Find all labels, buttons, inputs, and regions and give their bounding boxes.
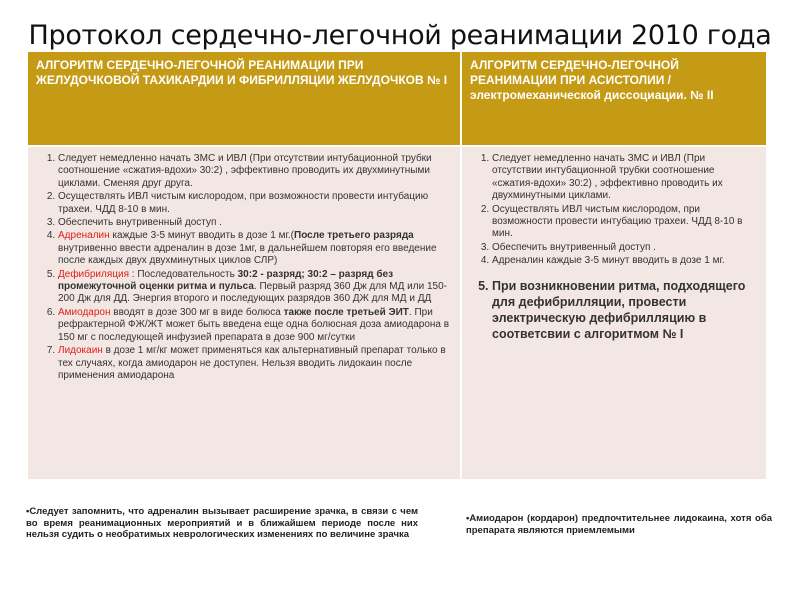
list-item: 3. Обеспечить внутривенный доступ . [492,242,758,254]
list-item: 1. Следует немедленно начать ЗМС и ИВЛ (При отсутствии интубационной трубки соотношение «сжатия-вдохи» 30:2) , эффективно проводить их двухминутными циклами. [492,153,758,203]
list-item: 1. Следует немедленно начать ЗМС и ИВЛ (При отсутствии интубационной трубки соотношение «сжатия-вдохи» 30:2) , эффективно проводить их двухминутными циклами. Сменяя друг друга. [58,153,454,190]
list-item: 6. Амиодарон вводят в дозе 300 мг в виде болюса также после третьей ЭИТ. При рефрактерной ФЖ/ЖТ может быть введена еще одна болюсная доза амиодарона в 150 мг с последующей инфузией препарата в дозе 900 мг/сутки [58,307,454,344]
algorithm-2-header: АЛГОРИТМ СЕРДЕЧНО-ЛЕГОЧНОЙ РЕАНИМАЦИИ ПРИ АСИСТОЛИИ /электромеханической диссоциации. № II [462,52,766,145]
list-item: 3. Обеспечить внутривенный доступ . [58,217,454,229]
footnote-amiodarone: •Амиодарон (кордарон) предпочтительнее лидокаина, хотя оба препарата являются приемлемыми [466,513,772,536]
protocol-table [28,52,766,479]
list-item: 7. Лидокаин в дозе 1 мг/кг может применяться как альтернативный препарат только в тех случаях, когда амиодарон не доступен. Нельзя вводить лидокаин после применения амиодарона [58,345,454,382]
list-item: 2. Осуществлять ИВЛ чистым кислородом, при возможности провести интубацию трахеи. ЧДД 8-10 в мин. [492,204,758,241]
list-item: 5. При возникновении ритма, подходящего для дефибрилляции, провести электрическую дефибрилляцию в соответсвии с алгоритмом № I [492,278,758,342]
drug-name-lidocaine: Лидокаин [58,345,103,357]
drug-name-adrenaline: Адреналин [58,230,110,242]
algorithm-1-steps [28,147,460,479]
algorithm-1-header: АЛГОРИТМ СЕРДЕЧНО-ЛЕГОЧНОЙ РЕАНИМАЦИИ ПРИ ЖЕЛУДОЧКОВОЙ ТАХИКАРДИИ И ФИБРИЛЛЯЦИИ ЖЕЛУДОЧКОВ № I [28,52,460,145]
list-item: 2. Осуществлять ИВЛ чистым кислородом, при возможности провести интубацию трахеи. ЧДД 8-10 в мин. [58,191,454,216]
drug-name-amiodarone: Амиодарон [58,306,111,318]
list-item: 4. Адреналин каждые 3-5 минут вводить в дозе 1 мг. [492,255,758,267]
procedure-name-defibrillation: Дефибриляция [58,268,130,280]
page-title: Протокол сердечно-легочной реанимации 2010 года [28,20,772,51]
algorithm-2-steps [462,147,766,479]
footnote-adrenaline: •Следует запомнить, что адреналин вызывает расширение зрачка, в связи с чем во время реанимационных мероприятий и в ближайшем периоде после них нельзя судить о необратимых неврологических изменениях по величине зрачка [26,506,418,540]
list-item: 4. Адреналин каждые 3-5 минут вводить в дозе 1 мг.(После третьего разряда внутривенно ввести адреналин в дозе 1мг, в дальнейшем повторяя его введение после каждых двух двухминутных циклов СЛР) [58,230,454,267]
list-item: 5. Дефибриляция : Последовательность 30:2 - разряд; 30:2 – разряд без промежуточной оценки ритма и пульса. Первый разряд 360 Дж для МД или 150-200 Дж для ДД. Энергия второго и последующих разрядов 360 ДЖ для МД и ДД [58,269,454,306]
